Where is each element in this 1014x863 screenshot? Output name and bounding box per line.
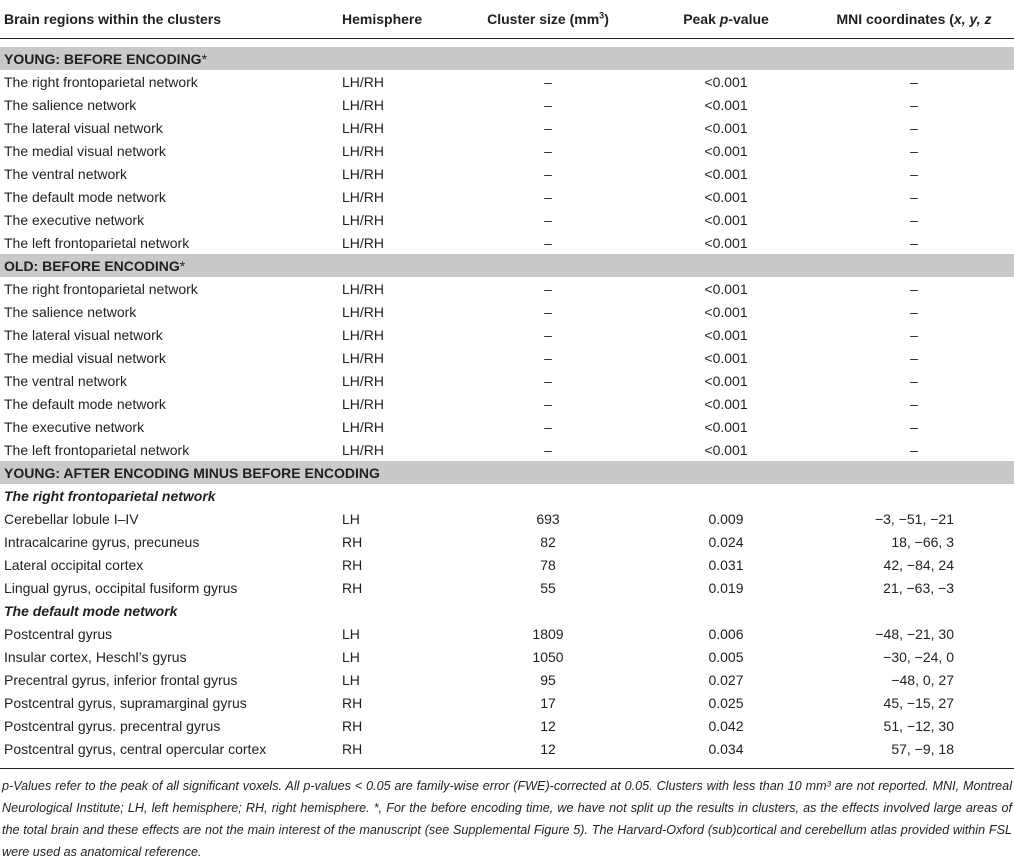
cell-mni: –: [910, 119, 918, 136]
cell-mni: 42, −84, 24: [883, 556, 954, 573]
table-row: [0, 691, 1014, 714]
cell-cluster-size: 1050: [532, 648, 564, 665]
cell-region: The ventral network: [4, 372, 127, 389]
section-row: [0, 47, 1014, 70]
cell-hemisphere: RH: [342, 694, 363, 711]
cell-peak-p: <0.001: [704, 303, 748, 320]
cell-peak-p: 0.009: [708, 510, 744, 527]
cell-mni: –: [910, 211, 918, 228]
header-region: Brain regions within the clusters: [0, 0, 338, 39]
cell-peak-p: <0.001: [704, 418, 748, 435]
cell-hemisphere: LH/RH: [342, 418, 385, 435]
table-row: [0, 668, 1014, 691]
header-mni-prefix: MNI coordinates (: [836, 11, 954, 27]
cell-peak-p: 0.025: [708, 694, 744, 711]
cell-cluster-size: –: [544, 211, 552, 228]
cell-mni: –: [910, 73, 918, 90]
table-row: [0, 507, 1014, 530]
cell-cluster-size: –: [544, 349, 552, 366]
cell-cluster-size: –: [544, 165, 552, 182]
header-mni: [814, 0, 1014, 39]
cell-hemisphere: LH/RH: [342, 441, 385, 458]
cell-peak-p: <0.001: [704, 441, 748, 458]
cell-mni: –: [910, 165, 918, 182]
cell-mni: 21, −63, −3: [883, 579, 954, 596]
cell-peak-p: <0.001: [704, 96, 748, 113]
cell-cluster-size: 12: [540, 740, 556, 757]
cell-cluster-size: –: [544, 119, 552, 136]
cell-cluster-size: 55: [540, 579, 556, 596]
cell-hemisphere: LH/RH: [342, 395, 385, 412]
cell-mni: 51, −12, 30: [883, 717, 954, 734]
table-row: [0, 530, 1014, 553]
section-row: [0, 254, 1014, 277]
cell-peak-p: <0.001: [704, 326, 748, 343]
header-peak-p-italic: p: [719, 11, 729, 27]
cell-peak-p: <0.001: [704, 165, 748, 182]
cell-hemisphere: LH: [342, 625, 360, 642]
cell-mni: 45, −15, 27: [883, 694, 954, 711]
cell-mni: –: [910, 418, 918, 435]
cell-hemisphere: LH/RH: [342, 188, 385, 205]
cell-peak-p: 0.034: [708, 740, 744, 757]
cell-mni: −3, −51, −21: [874, 510, 954, 527]
table-row: [0, 231, 1014, 254]
cell-region: The lateral visual network: [4, 119, 163, 136]
cell-peak-p: <0.001: [704, 211, 748, 228]
table-row: [0, 438, 1014, 461]
cell-region: The salience network: [4, 303, 137, 320]
table-row: [0, 208, 1014, 231]
cell-mni: –: [910, 395, 918, 412]
cell-region: The right frontoparietal network: [4, 73, 198, 90]
cell-hemisphere: LH: [342, 648, 360, 665]
cell-peak-p: <0.001: [704, 119, 748, 136]
cell-hemisphere: LH/RH: [342, 326, 385, 343]
cell-hemisphere: RH: [342, 556, 363, 573]
cell-region: Precentral gyrus, inferior frontal gyrus: [4, 671, 238, 688]
cell-cluster-size: 693: [536, 510, 560, 527]
cell-mni: –: [910, 326, 918, 343]
cell-peak-p: 0.019: [708, 579, 744, 596]
cell-hemisphere: LH/RH: [342, 96, 385, 113]
header-peak-p: [638, 0, 814, 39]
cell-region: Insular cortex, Heschl’s gyrus: [4, 648, 187, 665]
table-row: [0, 622, 1014, 645]
cell-hemisphere: LH/RH: [342, 349, 385, 366]
cell-region: Cerebellar lobule I–IV: [4, 510, 139, 527]
subgroup-row: [0, 484, 1014, 507]
cell-region: The medial visual network: [4, 349, 166, 366]
cell-cluster-size: 17: [540, 694, 556, 711]
cell-region: Lateral occipital cortex: [4, 556, 144, 573]
cell-region: The medial visual network: [4, 142, 166, 159]
cell-region: The executive network: [4, 211, 145, 228]
header-mni-xyz: x, y, z: [953, 11, 992, 27]
cell-hemisphere: LH/RH: [342, 165, 385, 182]
table-row: [0, 737, 1014, 760]
table-row: [0, 714, 1014, 737]
table-header: [0, 0, 1014, 47]
cell-hemisphere: LH/RH: [342, 119, 385, 136]
table-row: [0, 300, 1014, 323]
cell-hemisphere: RH: [342, 533, 363, 550]
cell-cluster-size: –: [544, 234, 552, 251]
cell-hemisphere: LH: [342, 510, 360, 527]
section-title: OLD: BEFORE ENCODING*: [0, 254, 1014, 277]
cell-peak-p: 0.027: [708, 671, 744, 688]
cell-mni: –: [910, 372, 918, 389]
cell-region: Postcentral gyrus, central opercular cortex: [4, 740, 267, 757]
cell-region: The executive network: [4, 418, 145, 435]
table-row: [0, 576, 1014, 599]
cell-cluster-size: 12: [540, 717, 556, 734]
header-peak-prefix: Peak: [683, 11, 720, 27]
cell-peak-p: <0.001: [704, 73, 748, 90]
cell-mni: –: [910, 280, 918, 297]
header-hemisphere: Hemisphere: [338, 0, 458, 39]
table-row: [0, 162, 1014, 185]
cell-cluster-size: –: [544, 280, 552, 297]
section-asterisk: *: [179, 257, 186, 274]
cell-mni: –: [910, 234, 918, 251]
cell-cluster-size: –: [544, 142, 552, 159]
cell-peak-p: <0.001: [704, 280, 748, 297]
cell-cluster-size: –: [544, 73, 552, 90]
cell-hemisphere: LH/RH: [342, 142, 385, 159]
cell-region: The ventral network: [4, 165, 127, 182]
cell-region: The lateral visual network: [4, 326, 163, 343]
cell-hemisphere: LH/RH: [342, 234, 385, 251]
section-title: YOUNG: AFTER ENCODING MINUS BEFORE ENCODING: [0, 461, 1014, 484]
table-row: [0, 369, 1014, 392]
header-cluster-size-text: Cluster size (mm: [487, 11, 600, 27]
cell-hemisphere: RH: [342, 717, 363, 734]
cell-region: The default mode network: [4, 395, 166, 412]
table-row: [0, 392, 1014, 415]
cell-cluster-size: 78: [540, 556, 556, 573]
cell-cluster-size: –: [544, 188, 552, 205]
table-row: [0, 645, 1014, 668]
header-cluster-size: [458, 0, 638, 39]
table-body: [0, 47, 1014, 760]
cell-cluster-size: 82: [540, 533, 556, 550]
cell-peak-p: <0.001: [704, 188, 748, 205]
cell-region: The salience network: [4, 96, 137, 113]
cell-mni: 57, −9, 18: [891, 740, 954, 757]
table-row: [0, 277, 1014, 300]
cell-region: The left frontoparietal network: [4, 234, 190, 251]
table-row: [0, 346, 1014, 369]
cell-mni: –: [910, 303, 918, 320]
cell-mni: –: [910, 441, 918, 458]
section-row: [0, 461, 1014, 484]
cell-region: The left frontoparietal network: [4, 441, 190, 458]
cell-mni: –: [910, 188, 918, 205]
cell-cluster-size: –: [544, 326, 552, 343]
cell-hemisphere: LH/RH: [342, 303, 385, 320]
cell-hemisphere: LH: [342, 671, 360, 688]
cell-region: The default mode network: [4, 188, 166, 205]
table-row: [0, 93, 1014, 116]
cell-cluster-size: –: [544, 395, 552, 412]
cell-peak-p: 0.042: [708, 717, 744, 734]
cell-peak-p: 0.031: [708, 556, 744, 573]
table-row: [0, 323, 1014, 346]
table-row: [0, 185, 1014, 208]
cell-mni: −48, −21, 30: [875, 625, 954, 642]
table-row: [0, 415, 1014, 438]
cell-peak-p: 0.005: [708, 648, 744, 665]
cell-mni: –: [910, 142, 918, 159]
cell-hemisphere: RH: [342, 740, 363, 757]
header-peak-suffix: -value: [728, 11, 769, 27]
cell-region: Postcentral gyrus. precentral gyrus: [4, 717, 221, 734]
table-row: [0, 70, 1014, 93]
cell-region: The right frontoparietal network: [4, 280, 198, 297]
cell-cluster-size: 95: [540, 671, 556, 688]
table-row: [0, 139, 1014, 162]
cell-region: Postcentral gyrus, supramarginal gyrus: [4, 694, 247, 711]
cell-mni: –: [910, 96, 918, 113]
cell-mni: 18, −66, 3: [891, 533, 954, 550]
table-footnote: p-Values refer to the peak of all significant voxels. All p-values < 0.05 are family-wise error (FWE)-corrected at 0.05. Clusters with less than 10 mm³ are not reported. MNI, Montreal Neurological Institute; LH, left hemisphere; RH, right hemisphere. *, For the before encoding time, we have not split up the results in clusters, as the effects involved large areas of the total brain and these effects are not the main interest of the manuscript (see Supplemental Figure 5). The Harvard-Oxford (sub)cortical and cerebellum atlas provided within FSL were used as anatomical reference.: [0, 768, 1014, 863]
cell-peak-p: <0.001: [704, 349, 748, 366]
cell-cluster-size: –: [544, 441, 552, 458]
table-row: [0, 116, 1014, 139]
cell-hemisphere: LH/RH: [342, 211, 385, 228]
cell-peak-p: <0.001: [704, 395, 748, 412]
subgroup-row: [0, 599, 1014, 622]
cell-cluster-size: 1809: [532, 625, 564, 642]
cell-region: Intracalcarine gyrus, precuneus: [4, 533, 200, 550]
cell-cluster-size: –: [544, 418, 552, 435]
cell-hemisphere: LH/RH: [342, 372, 385, 389]
cell-mni: −30, −24, 0: [883, 648, 954, 665]
cell-peak-p: <0.001: [704, 372, 748, 389]
cell-peak-p: 0.024: [708, 533, 744, 550]
cell-peak-p: <0.001: [704, 234, 748, 251]
cell-region: Lingual gyrus, occipital fusiform gyrus: [4, 579, 238, 596]
cell-region: Postcentral gyrus: [4, 625, 113, 642]
cell-hemisphere: RH: [342, 579, 363, 596]
subgroup-title: The default mode network: [4, 602, 178, 619]
section-title: YOUNG: BEFORE ENCODING*: [0, 47, 1014, 70]
cell-peak-p: 0.006: [708, 625, 744, 642]
subgroup-title: The right frontoparietal network: [4, 487, 216, 504]
cell-mni: −48, 0, 27: [891, 671, 954, 688]
cell-cluster-size: –: [544, 303, 552, 320]
section-asterisk: *: [201, 50, 208, 67]
cell-mni: –: [910, 349, 918, 366]
table-row: [0, 553, 1014, 576]
cell-hemisphere: LH/RH: [342, 280, 385, 297]
header-cluster-size-sup: 3: [599, 10, 605, 21]
cell-cluster-size: –: [544, 372, 552, 389]
header-cluster-size-close: ): [604, 11, 609, 27]
cell-hemisphere: LH/RH: [342, 73, 385, 90]
cell-peak-p: <0.001: [704, 142, 748, 159]
cell-cluster-size: –: [544, 96, 552, 113]
